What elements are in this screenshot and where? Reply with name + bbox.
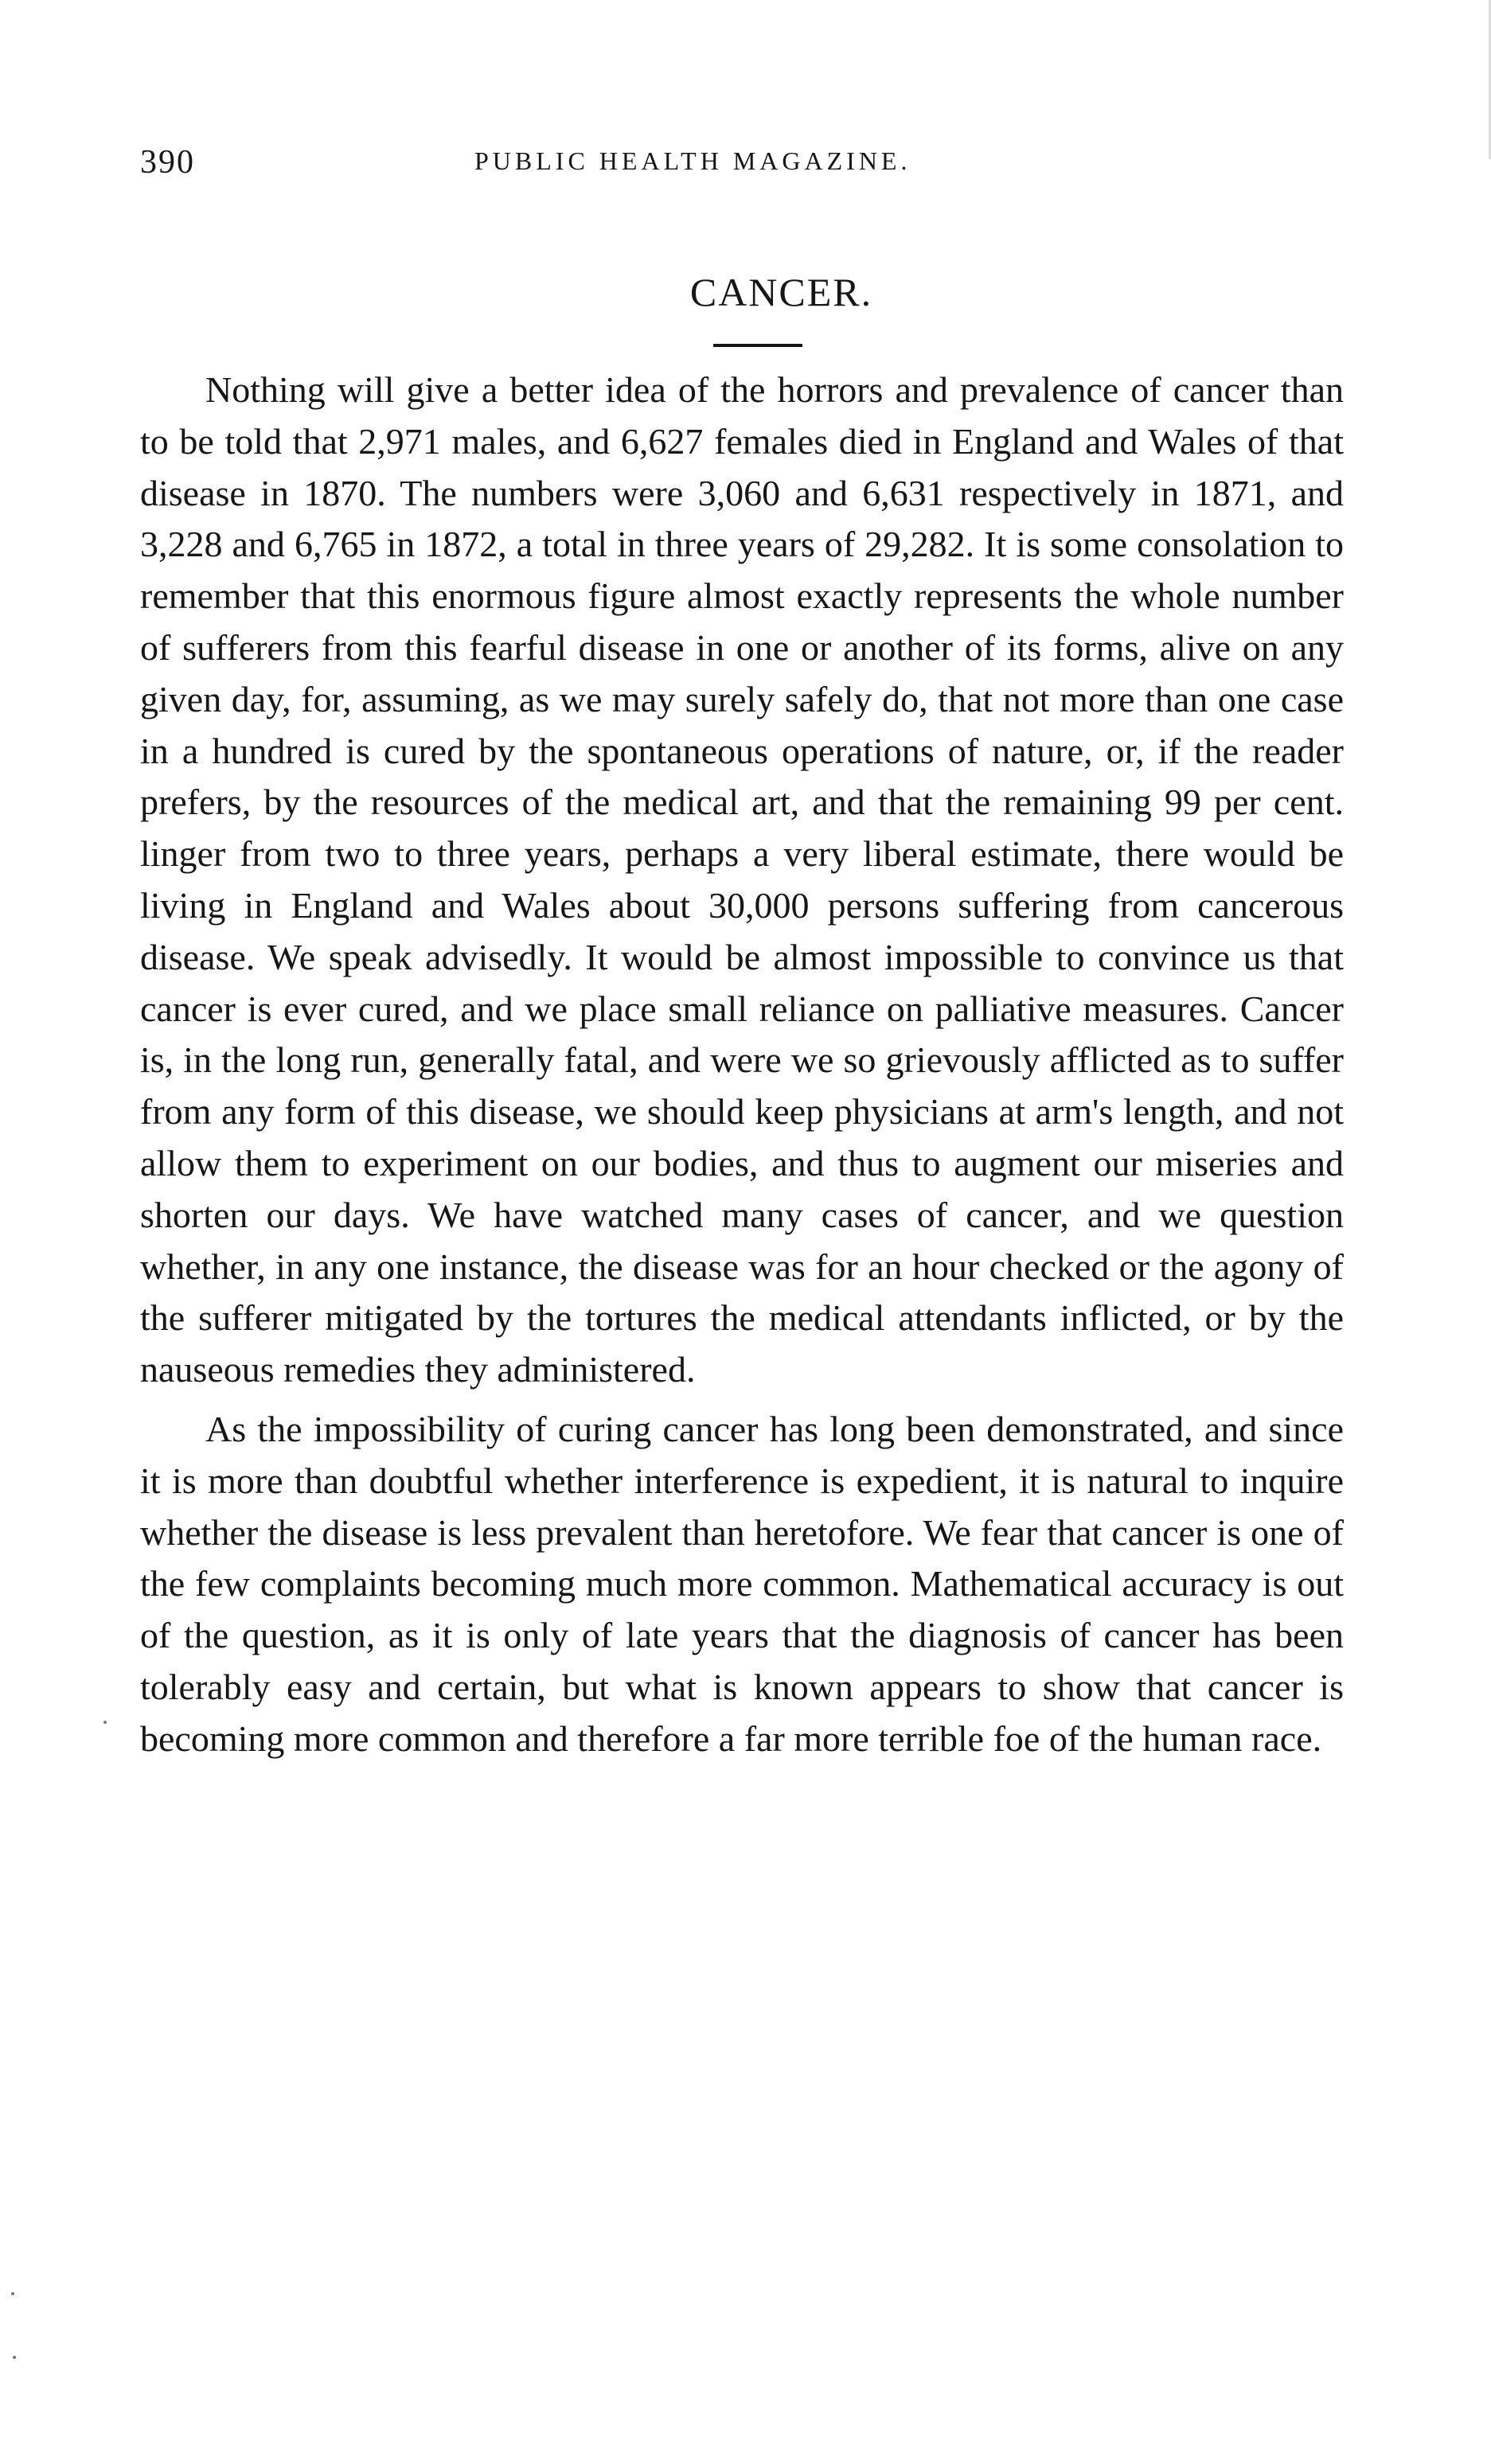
running-head [140,143,1342,191]
margin-speck [103,1721,107,1724]
journal-title: PUBLIC HEALTH MAGAZINE. [474,146,911,175]
page-number: 390 [140,144,195,181]
margin-speck [13,2356,16,2359]
paragraph-2: As the impossibility of curing cancer has long been demonstrated, and since it is more than doubtful whether interference is expedient, it is natural to inquire whether the disease is less prevalent than heretofore. We fear that cancer is one of the few complaints becoming much more common. Mathematical accuracy is out of the question, as it is only of late years that the diagnosis of cancer has been tolerably easy and certain, but what is known appears to show that cancer is becoming more common and therefore a far more terrible foe of the human race. [140,1408,1344,1759]
article-body [140,365,1344,1765]
title-rule [713,344,802,347]
article-title: CANCER. [689,270,873,314]
margin-speck [11,2292,14,2295]
paragraph-1: Nothing will give a better idea of the horrors and prevalence of cancer than to be told that 2,971 males, and 6,627 females died in England and Wales of that disease in 1870. The numbers were 3,060 and 6,631 respectively in 1871, and 3,228 and 6,765 in 1872, a total in three years of 29,282. It is some consolation to remember that this enormous figure almost exactly represents the whole number of sufferers from this fearful disease in one or another of its forms, alive on any given day, for, assuming, as we may surely safely do, that not more than one case in a hundred is cured by the spontaneous operations of nature, or, if the reader prefers, by the resources of the medical art, and that the remaining 99 per cent. linger from two to three years, perhaps a very liberal estimate, there would be living in England and Wales about 30,000 persons suffering from cancerous disease. We speak advisedly. It would be almost impossible to convince us that cancer is ever cured, and we place small reliance on palliative measures. Cancer is, in the long run, generally fatal, and were we so grievously afflicted as to suffer from any form of this disease, we should keep physicians at arm's length, and not allow them to experiment on our bodies, and thus to augment our miseries and shorten our days. We have watched many cases of cancer, and we question whether, in any one instance, the disease was for an hour checked or the agony of the sufferer mitigated by the tortures the medical attendants inflicted, or by the nauseous remedies they administered. [140,369,1344,1390]
